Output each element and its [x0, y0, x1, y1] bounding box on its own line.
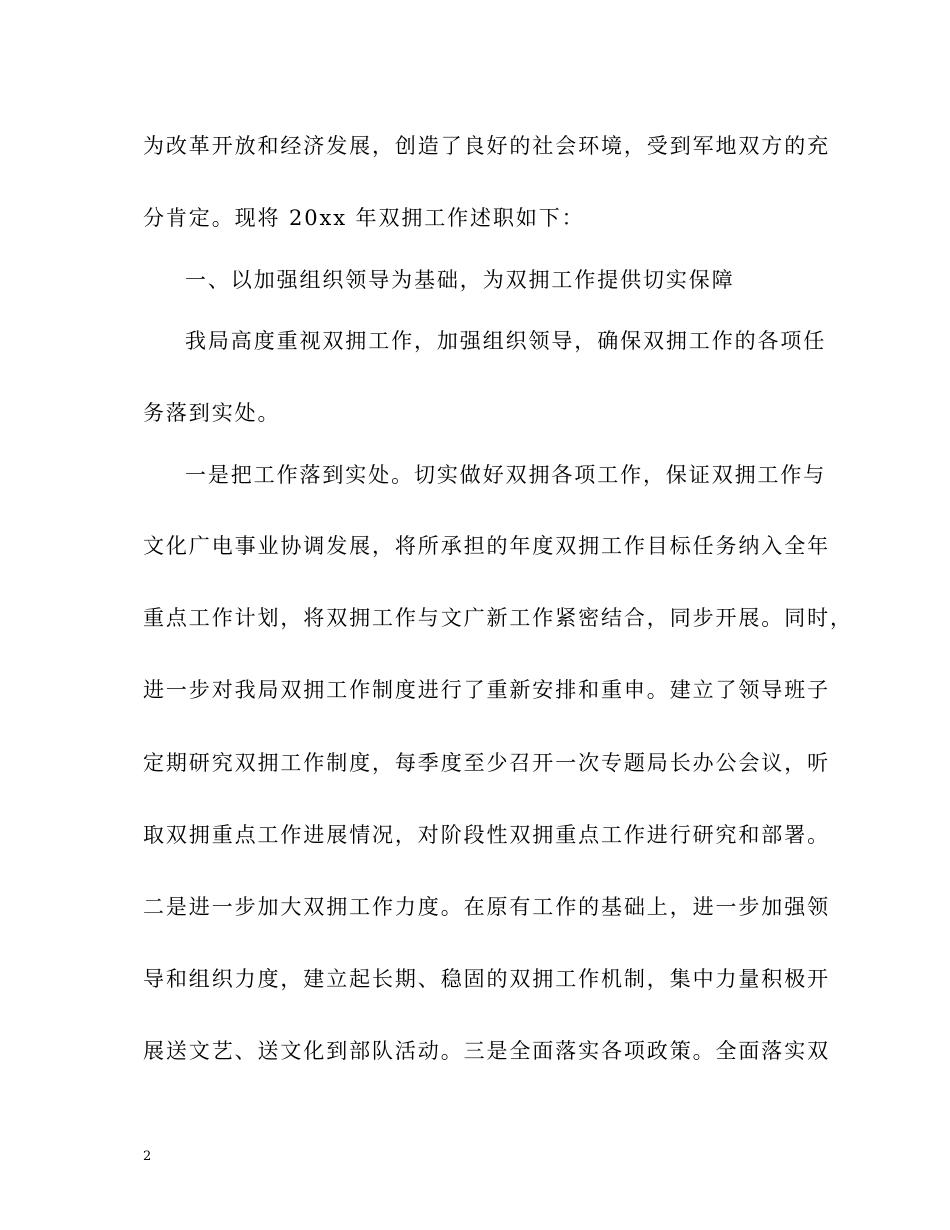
section-heading: 一、以加强组织领导为基础，为双拥工作提供切实保障	[185, 268, 735, 292]
paragraph-first-line: 一是把工作落到实处。切实做好双拥各项工作，保证双拥工作与	[185, 463, 827, 487]
body-text-line: 导和组织力度，建立起长期、稳固的双拥工作机制，集中力量积极开	[143, 967, 830, 991]
body-text-line: 二是进一步加大双拥工作力度。在原有工作的基础上，进一步加强领	[143, 895, 830, 919]
body-text-line: 重点工作计划，将双拥工作与文广新工作紧密结合，同步开展。同时，	[143, 606, 853, 630]
body-text-line: 定期研究双拥工作制度，每季度至少召开一次专题局长办公会议，听	[143, 751, 830, 775]
body-text-line: 分肯定。现将 20xx 年双拥工作述职如下：	[143, 206, 585, 230]
body-text-line: 取双拥重点工作进展情况，对阶段性双拥重点工作进行研究和部署。	[143, 823, 830, 847]
body-text-line: 为改革开放和经济发展，创造了良好的社会环境，受到军地双方的充	[143, 134, 830, 158]
body-text-line: 务落到实处。	[143, 401, 281, 425]
body-text-line: 进一步对我局双拥工作制度进行了重新安排和重申。建立了领导班子	[143, 678, 830, 702]
paragraph-first-line: 我局高度重视双拥工作，加强组织领导，确保双拥工作的各项任	[185, 329, 827, 353]
body-text-line: 展送文艺、送文化到部队活动。三是全面落实各项政策。全面落实双	[143, 1039, 830, 1063]
page-number: 2	[143, 1149, 152, 1164]
body-text-line: 文化广电事业协调发展，将所承担的年度双拥工作目标任务纳入全年	[143, 534, 830, 558]
